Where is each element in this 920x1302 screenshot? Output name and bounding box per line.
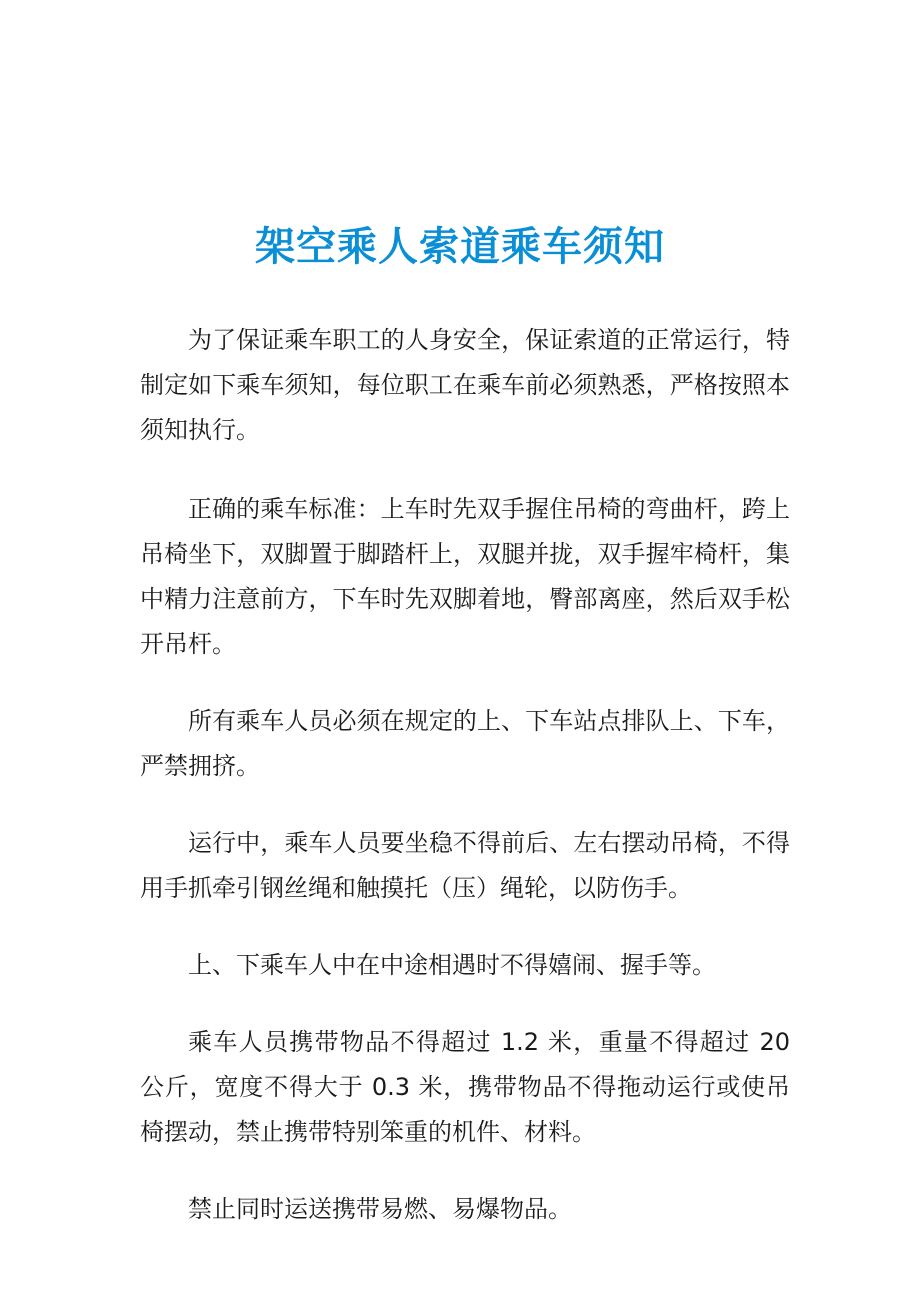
page-title: 架空乘人索道乘车须知 — [255, 223, 665, 270]
paragraph-queue-rule: 所有乘车人员必须在规定的上、下车站点排队上、下车，严禁拥挤。 — [140, 707, 790, 780]
paragraph-boarding-standard: 正确的乘车标准：上车时先双手握住吊椅的弯曲杆，跨上吊椅坐下，双脚置于脚踏杆上，双腿并拢，双手握牢椅杆，集中精力注意前方，下车时先双脚着地，臀部离座，然后双手松开吊杆。 — [140, 495, 790, 658]
document-body — [140, 318, 790, 1264]
paragraph-running-rule: 运行中，乘车人员要坐稳不得前后、左右摆动吊椅，不得用手抓牵引钢丝绳和触摸托（压）绳轮，以防伤手。 — [140, 829, 790, 902]
paragraph-hazardous-items: 禁止同时运送携带易燃、易爆物品。 — [188, 1195, 572, 1223]
paragraph-intro: 为了保证乘车职工的人身安全，保证索道的正常运行，特制定如下乘车须知，每位职工在乘车前必须熟悉，严格按照本须知执行。 — [140, 326, 790, 444]
paragraph-no-horseplay: 上、下乘车人中在中途相遇时不得嬉闹、握手等。 — [188, 951, 716, 979]
paragraph-carried-items: 乘车人员携带物品不得超过 1.2 米，重量不得超过 20 公斤，宽度不得大于 0.3 米，携带物品不得拖动运行或使吊椅摆动，禁止携带特别笨重的机件、材料。 — [140, 1028, 790, 1146]
